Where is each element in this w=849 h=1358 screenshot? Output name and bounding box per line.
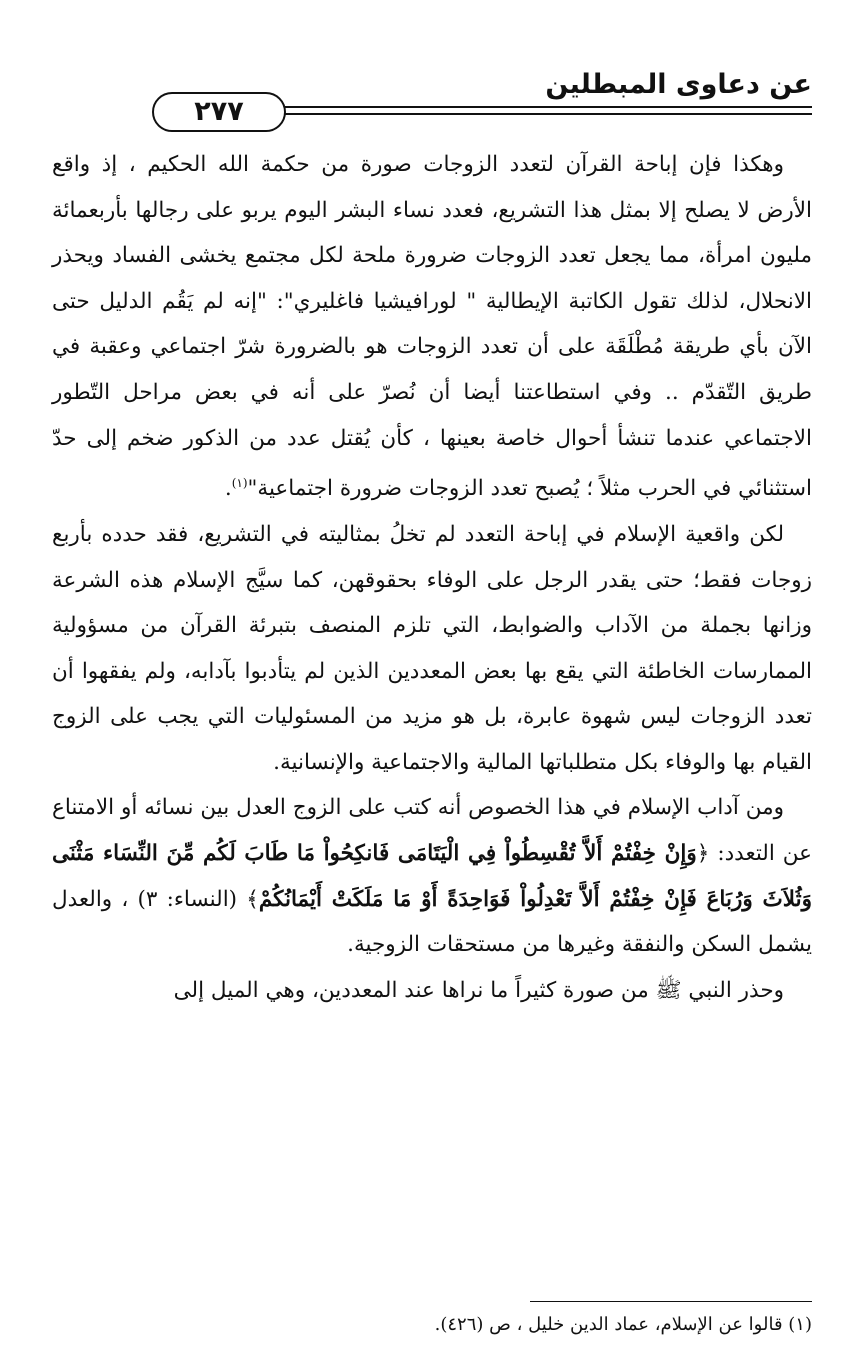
paragraph-1: وهكذا فإن إباحة القرآن لتعدد الزوجات صورة من حكمة الله الحكيم ، إذ واقع الأرض لا يصلح إلا بمثل هذا التشريع، فعدد نساء البشر اليوم يربو على رجالها بأربعمائة مليون امرأة، مما يجعل تعدد الزوجات ضرورة ملحة لكل مجتمع يخشى الفساد ويحذر الانحلال، لذلك تقول الكاتبة الإيطالية " لورافيشيا فاغليري": "إنه لم يَقُم الدليل حتى الآن بأي طريقة مُطْلَقَة على أن تعدد الزوجات هو بالضرورة شرّ اجتماعي وعقبة في طريق التّقدّم .. وفي استطاعتنا أيضا أن نُصرّ على أنه في بعض مراحل التّطور الاجتماعي عندما تنشأ أحوال خاصة بعينها ، كأن يُقتل عدد من الذكور ضخم إلى حدّ استثنائي في الحرب مثلاً ؛ يُصبح تعدد الزوجات ضرورة اجتماعية"$^{(١)}$. xyxy=(52,152,812,502)
paragraph-4-text: وحذر النبي ﷺ من صورة كثيراً ما نراها عند المعددين، وهي الميل إلى xyxy=(173,977,784,1003)
paragraph-2 xyxy=(52,512,812,786)
quran-ornament-close: ﴾ xyxy=(246,886,259,912)
quran-ornament-open: ﴿ xyxy=(696,841,710,867)
page-number: ٢٧٧ xyxy=(152,92,286,132)
footnote: (١) قالوا عن الإسلام، عماد الدين خليل ، ص (٤٢٦). xyxy=(434,1314,812,1335)
paragraph-1-text: وهكذا فإن إباحة القرآن لتعدد الزوجات صورة من حكمة الله الحكيم ، إذ واقع الأرض لا يصلح إلا بمثل هذا التشريع، فعدد نساء البشر اليوم يربو على رجالها بأربعمائة مليون امرأة، مما يجعل تعدد الزوجات ضرورة ملحة لكل مجتمع يخشى الفساد ويحذر الانحلال، لذلك تقول الكاتبة الإيطالية " لورافيشيا فاغليري": "إنه لم يَقُم الدليل حتى الآن بأي طريقة مُطْلَقَة على أن تعدد الزوجات هو بالضرورة شرّ اجتماعي وعقبة في طريق التّقدّم .. وفي استطاعتنا أيضا أن نُصرّ على أنه في بعض مراحل التّطور الاجتماعي عندما تنشأ أحوال خاصة بعينها ، كأن يُقتل عدد من الذكور ضخم إلى حدّ استثنائي في الحرب مثلاً ؛ يُصبح تعدد الزوجات ضرورة اجتماعية" xyxy=(52,152,812,502)
running-title: عن دعاوى المبطلين xyxy=(545,69,812,100)
paragraph-2-text: لكن واقعية الإسلام في إباحة التعدد لم تخلُ بمثاليته في التشريع، فقد حدده بأربع زوجات فقط؛ حتى يقدر الرجل على الوفاء بحقوقهن، كما سيَّج الإسلام هذه الشرعة وزانها بجملة من الآداب والضوابط، التي تلزم المنصف بتبرئة القرآن من مسؤولية الممارسات الخاطئة التي يقع بها بعض المعددين الذين لم يتأدبوا بآدابه، ولم يفقهوا أن تعدد الزوجات ليس شهوة عابرة، بل هو مزيد من المسئوليات التي يجب على الزوج القيام بها والوفاء بكل متطلباتها المالية والاجتماعية والإنسانية. xyxy=(52,521,812,775)
paragraph-3 xyxy=(52,785,812,967)
header-rule-top xyxy=(202,106,812,108)
footnote-reference: (١) xyxy=(231,476,248,491)
page-header xyxy=(52,62,812,126)
body-text xyxy=(52,142,812,1013)
header-rule-bottom xyxy=(202,113,812,115)
paragraph-3-text-before: ومن آداب الإسلام في هذا الخصوص أنه كتب على الزوج العدل بين نسائه أو الامتناع عن التعدد: xyxy=(52,795,812,867)
paragraph-4 xyxy=(52,968,812,1014)
quran-verse: وَإِنْ خِفْتُمْ أَلاَّ تُقْسِطُواْ فِي الْيَتَامَى فَانكِحُواْ مَا طَابَ لَكُم مِّنَ النِّسَاء مَثْنَى وَثُلاَثَ وَرُبَاعَ فَإِنْ خِفْتُمْ أَلاَّ تَعْدِلُواْ فَوَاحِدَةً أَوْ مَا مَلَكَتْ أَيْمَانُكُمْ xyxy=(52,841,812,912)
paragraph-3-text-after: (النساء: ٣) ، والعدل يشمل السكن والنفقة وغيرها من مستحقات الزوجية. xyxy=(52,886,812,958)
footnote-rule xyxy=(530,1301,812,1302)
